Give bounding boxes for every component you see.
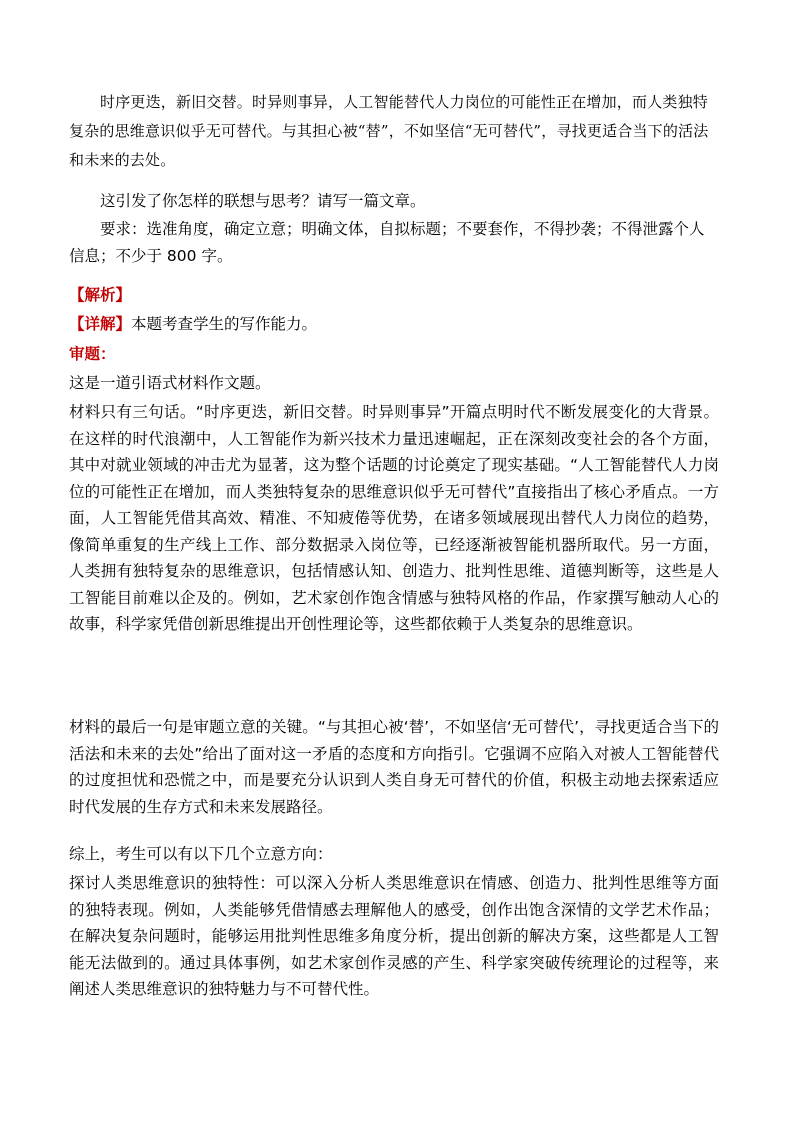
detail-text: 本题考查学生的写作能力。 bbox=[131, 315, 318, 333]
body-paragraph-1: 这是一道引语式材料作文题。 bbox=[69, 374, 271, 392]
prompt-question: 这引发了你怎样的联想与思考？请写一篇文章。 bbox=[100, 192, 426, 210]
detail-line bbox=[69, 311, 719, 338]
material-paragraph: 时序更迭，新旧交替。时异则事异，人工智能替代人力岗位的可能性正在增加，而人类独特复杂的思维意识似乎无可替代。与其担心被“替”，不如坚信“无可替代”，寻找更适合当下的活法和未来的去处。 bbox=[69, 93, 709, 169]
body-paragraph-5: 探讨人类思维意识的独特性：可以深入分析人类思维意识在情感、创造力、批判性思维等方面的独特表现。例如，人类能够凭借情感去理解他人的感受，创作出饱含深情的文学艺术作品；在解决复杂问题时，能够运用批判性思维多角度分析，提出创新的解决方案，这些都是人工智能无法做到的。通过具体事例，如艺术家创作灵感的产生、科学家突破传统理论的过程等，来阐述人类思维意识的独特魅力与不可替代性。 bbox=[69, 874, 719, 998]
body-paragraph-3: 材料的最后一句是审题立意的关键。“与其担心被‘替’，不如坚信‘无可替代’，寻找更适合当下的活法和未来的去处”给出了面对这一矛盾的态度和方向指引。它强调不应陷入对被人工智能替代的过度担忧和恐慌之中，而是要充分认识到人类自身无可替代的价值，积极主动地去探索适应时代发展的生存方式和未来发展路径。 bbox=[69, 718, 719, 816]
analysis-label bbox=[69, 282, 719, 309]
analysis-label-text: 【解析】 bbox=[69, 286, 132, 304]
review-heading: 审题： bbox=[69, 345, 116, 363]
body-paragraph-4: 综上，考生可以有以下几个立意方向： bbox=[69, 845, 333, 863]
body-paragraph-2: 材料只有三句话。“时序更迭，新旧交替。时异则事异”开篇点明时代不断发展变化的大背景。在这样的时代浪潮中，人工智能作为新兴技术力量迅速崛起，正在深刻改变社会的各个方面，其中对就业领域的冲击尤为显著，这为整个话题的讨论奠定了现实基础。“人工智能替代人力岗位的可能性正在增加，而人类独特复杂的思维意识似乎无可替代”直接指出了核心矛盾点。一方面，人工智能凭借其高效、精准、不知疲倦等优势，在诸多领域展现出替代人力岗位的趋势，像简单重复的生产线上工作、部分数据录入岗位等，已经逐渐被智能机器所取代。另一方面，人类拥有独特复杂的思维意识，包括情感认知、创造力、批判性思维、道德判断等，这些是人工智能目前难以企及的。例如，艺术家创作饱含情感与独特风格的作品，作家撰写触动人心的故事，科学家凭借创新思维提出开创性理论等，这些都依赖于人类复杂的思维意识。 bbox=[69, 403, 719, 633]
detail-label: 【详解】 bbox=[69, 315, 132, 333]
requirements-text: 要求：选准角度，确定立意；明确文体，自拟标题；不要套作，不得抄袭；不得泄露个人信息；不少于 800 字。 bbox=[69, 220, 705, 265]
